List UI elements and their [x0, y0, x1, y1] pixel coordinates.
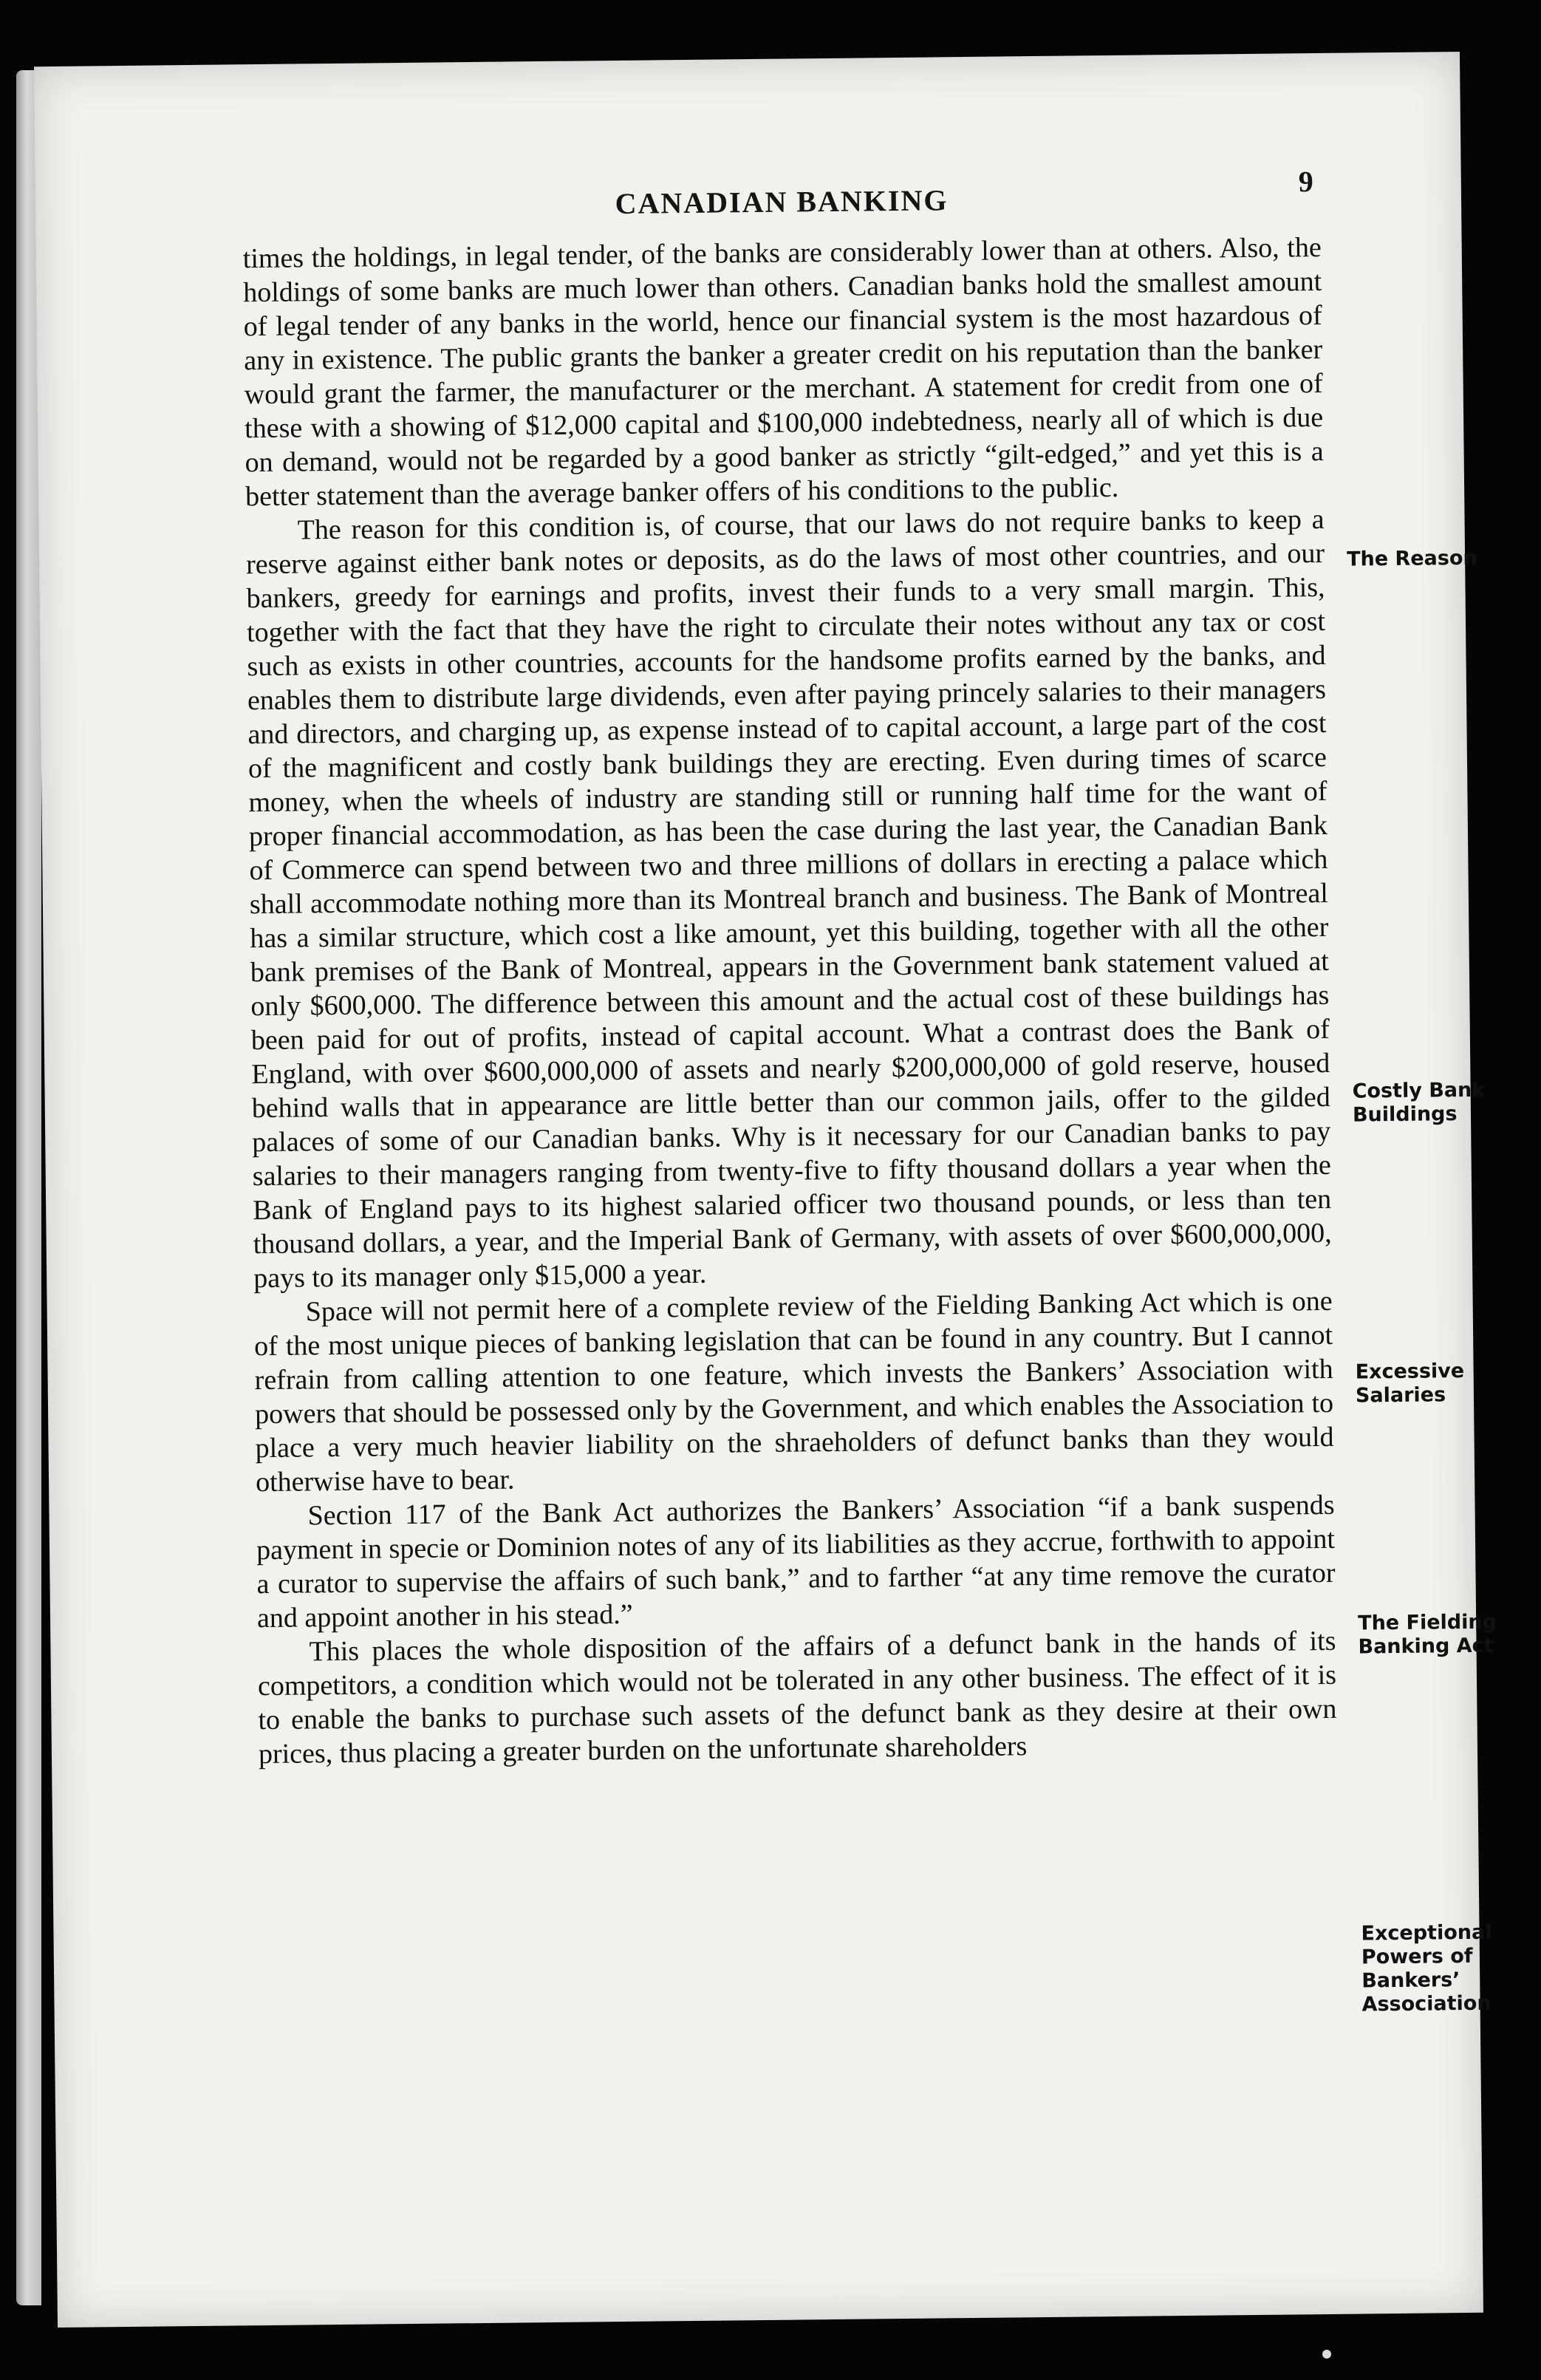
- book-page: [34, 52, 1497, 2328]
- running-head: CANADIAN BANKING: [615, 183, 949, 220]
- paragraph-continuation: times the holdings, in legal tender, of the banks are considerably lower than at others. Also, the holdings of some banks are much lower than others. Canadian banks hold the smallest amount of legal tender of any banks in the world, hence our financial system is the most hazardous of any in existence. The public grants the banker a greater credit on his reputation than the banker would grant the farmer, the manufacturer or the merchant. A statement for credit from one of these with a showing of $12,000 capital and $100,000 indebtedness, nearly all of which is due on demand, would not be regarded by a good banker as strictly “gilt-edged,” and yet this is a better statement than the average banker offers of his conditions to the public.: [242, 231, 1324, 513]
- page-content: [242, 164, 1497, 2244]
- paragraph-fielding-act: Space will not permit here of a complete review of the Fielding Banking Act which is one of the most unique pieces of banking legislation that can be found in any country. But I cannot refrain from calling attention to one feature, which invests the Bankers’ Association with powers that should be possessed only by the Government, and which enables the Association to place a very much heavier liability on the shraeholders of defunct banks than they would otherwise have to bear.: [253, 1285, 1334, 1498]
- sidenote-fielding-banking-act: The Fielding Banking Act: [1358, 1610, 1497, 1659]
- scan-speck: [1322, 2350, 1331, 2359]
- sidenote-costly-bank-buildings: Costly Bank Buildings: [1352, 1078, 1486, 1127]
- sidenote-exceptional-powers: Exceptional Powers of Bankers’ Association: [1361, 1920, 1492, 2016]
- sidenote-excessive-salaries: Excessive Salaries: [1355, 1360, 1465, 1408]
- paragraph-reason: The reason for this condition is, of course, that our laws do not require banks to keep a reserve against either bank notes or deposits, as do the laws of most other countries, and our bankers, greedy for earnings and profits, invest their funds to a very small margin. This, together with the fact that they have the right to circulate their notes without any tax or cost such as exists in other countries, accounts for the handsome profits earned by the banks, and enables them to distribute large dividends, even after paying princely salaries to their managers and directors, and charging up, as expense instead of to capital account, a large part of the cost of the magnificent and costly bank buildings they are erecting. Even during times of scarce money, when the wheels of industry are standing still or running half time for the want of proper financial accommodation, as has been the case during the last year, the Canadian Bank of Commerce can spend between two and three millions of dollars in erecting a palace which shall accommodate nothing more than its Montreal branch and business. The Bank of Montreal has a similar structure, which cost a like amount, yet this building, together with all the other bank premises of the Bank of Montreal, appears in the Government bank statement valued at only $600,000. The difference between this amount and the actual cost of these buildings has been paid for out of profits, instead of capital account. What a contrast does the Bank of England, with over $600,000,000 of assets and nearly $200,000,000 of gold reserve, housed behind walls that in appearance are little better than our common jails, offer to the gilded palaces of some of our Canadian banks. Why is it necessary for our Canadian banks to pay salaries to their managers ranging from twenty-five to fifty thousand dollars a year when the Bank of England pays to its highest salaried officer two thousand pounds, or less than ten thousand dollars, a year, and the Imperial Bank of Germany, with assets of over $600,000,000, pays to its manager only $15,000 a year.: [245, 503, 1332, 1295]
- sidenote-the-reason: The Reason: [1346, 546, 1477, 571]
- page-number: 9: [1298, 165, 1313, 199]
- body-text: [243, 231, 1338, 1771]
- paragraph-section-117: Section 117 of the Bank Act authorizes the Bankers’ Association “if a bank suspends payment in specie or Dominion notes of any of its liabilities as they accrue, forthwith to appoint a curator to supervise the affairs of such bank,” and to farther “at any time remove the curator and appoint another in his stead.”: [256, 1489, 1336, 1634]
- page-header: [242, 164, 1322, 242]
- paragraph-defunct-bank: This places the whole disposition of the affairs of a defunct bank in the hands of its competitors, a condition which would not be tolerated in any other business. The effect of it is to enable the banks to purchase such assets of the defunct bank as they desire at their own prices, thus placing a greater burden on the unfortunate shareholders: [257, 1625, 1337, 1770]
